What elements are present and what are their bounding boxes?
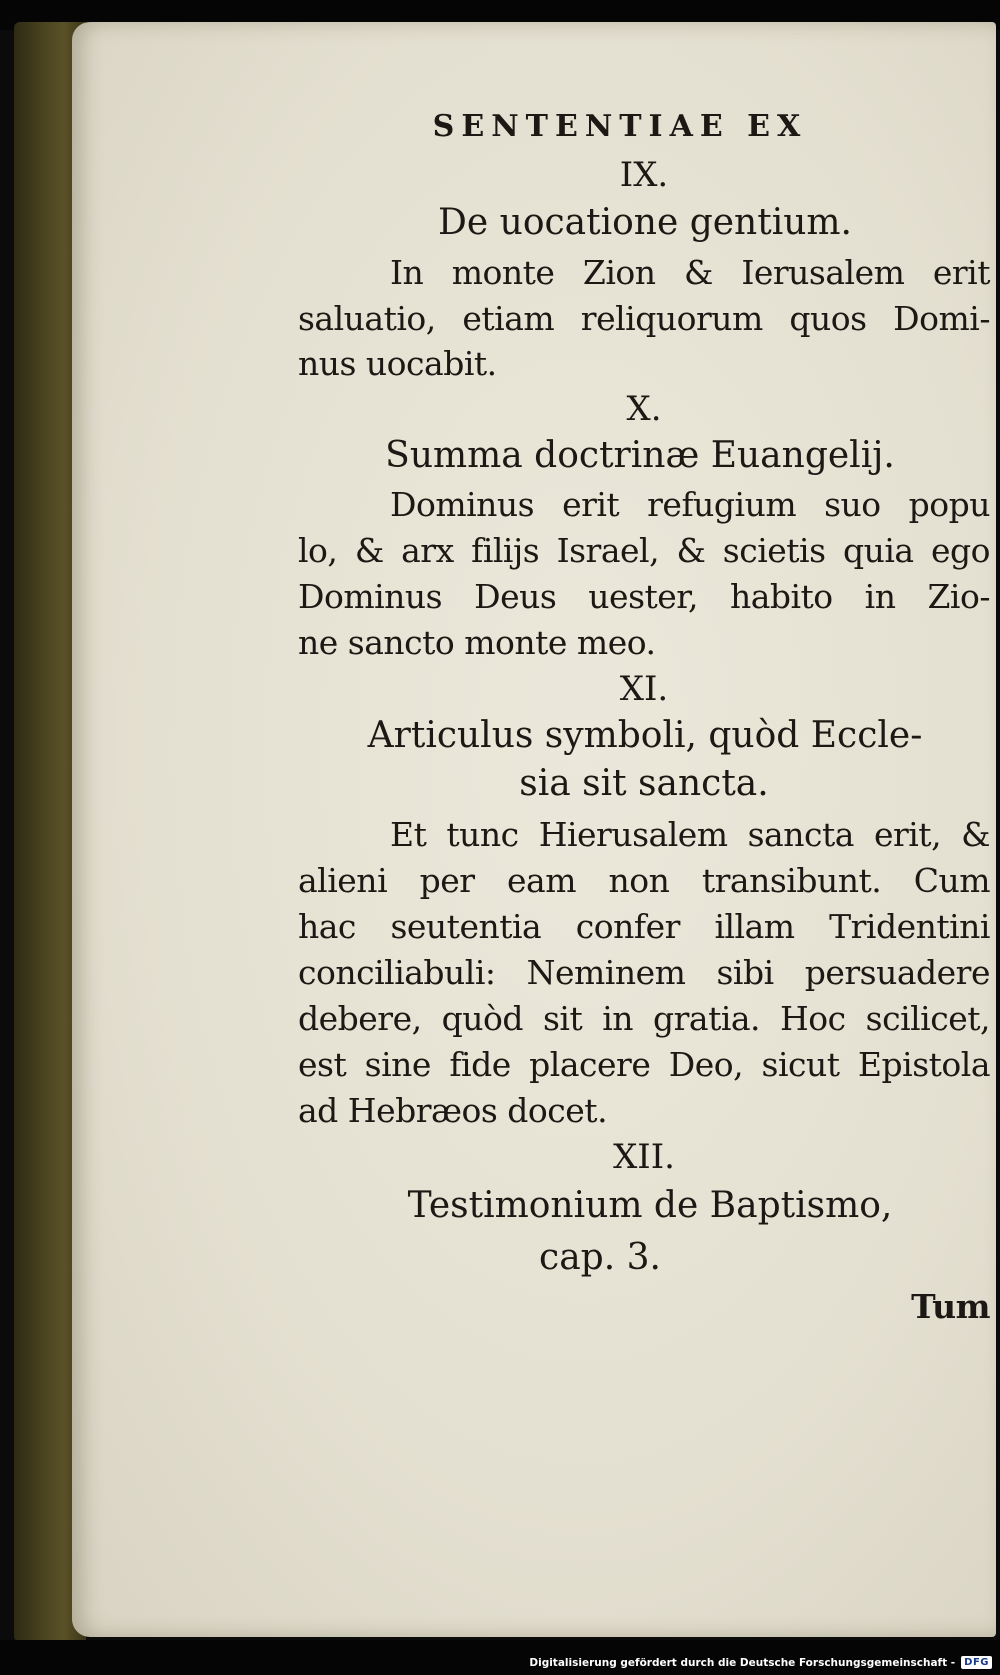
running-head: SENTENTIAE EX: [432, 109, 808, 144]
text-line: Dominus erit refugium suo popu: [390, 485, 990, 524]
text-line: lo, & arx filijs Israel, & scietis quia ego: [298, 531, 990, 570]
section-heading-xii-cont: cap. 3.: [539, 1237, 661, 1278]
text-line: conciliabuli: Neminem sibi persuadere: [298, 953, 990, 992]
text-line: saluatio, etiam reliquorum quos Domi-: [298, 299, 990, 338]
text-line: hac seutentia confer illam Tridentini: [298, 907, 990, 946]
catchword: Tum: [911, 1287, 990, 1326]
text-line: alieni per eam non transibunt. Cum: [298, 861, 990, 900]
section-numeral-xii: XII.: [613, 1137, 675, 1177]
text-line: Dominus Deus uester, habito in Zio-: [298, 577, 990, 616]
text-line: Et tunc Hierusalem sancta erit, &: [390, 815, 990, 854]
section-heading-xi: Articulus symboli, quòd Eccle-: [367, 715, 923, 756]
digitization-footer: [529, 1656, 992, 1669]
section-heading-xii: Testimonium de Baptismo,: [407, 1185, 893, 1226]
text-line: ne sancto monte meo.: [298, 623, 656, 662]
text-line: nus uocabit.: [298, 344, 497, 383]
section-heading-xi-cont: sia sit sancta.: [519, 763, 769, 804]
text-line: est sine fide placere Deo, sicut Epistola: [298, 1045, 990, 1084]
section-numeral-ix: IX.: [619, 155, 669, 195]
section-numeral-x: X.: [626, 389, 662, 429]
digitization-credit: Digitalisierung gefördert durch die Deutsche Forschungsgemeinschaft -: [529, 1656, 956, 1669]
section-heading-ix: De uocatione gentium.: [438, 202, 852, 243]
section-heading-x: Summa doctrinæ Euangelij.: [385, 435, 895, 476]
text-line: debere, quòd sit in gratia. Hoc scilicet,: [298, 999, 990, 1038]
dfg-logo: DFG: [961, 1656, 992, 1669]
text-line: In monte Zion & Ierusalem erit: [390, 253, 990, 292]
section-numeral-xi: XI.: [619, 669, 669, 709]
text-line: ad Hebræos docet.: [298, 1091, 608, 1130]
